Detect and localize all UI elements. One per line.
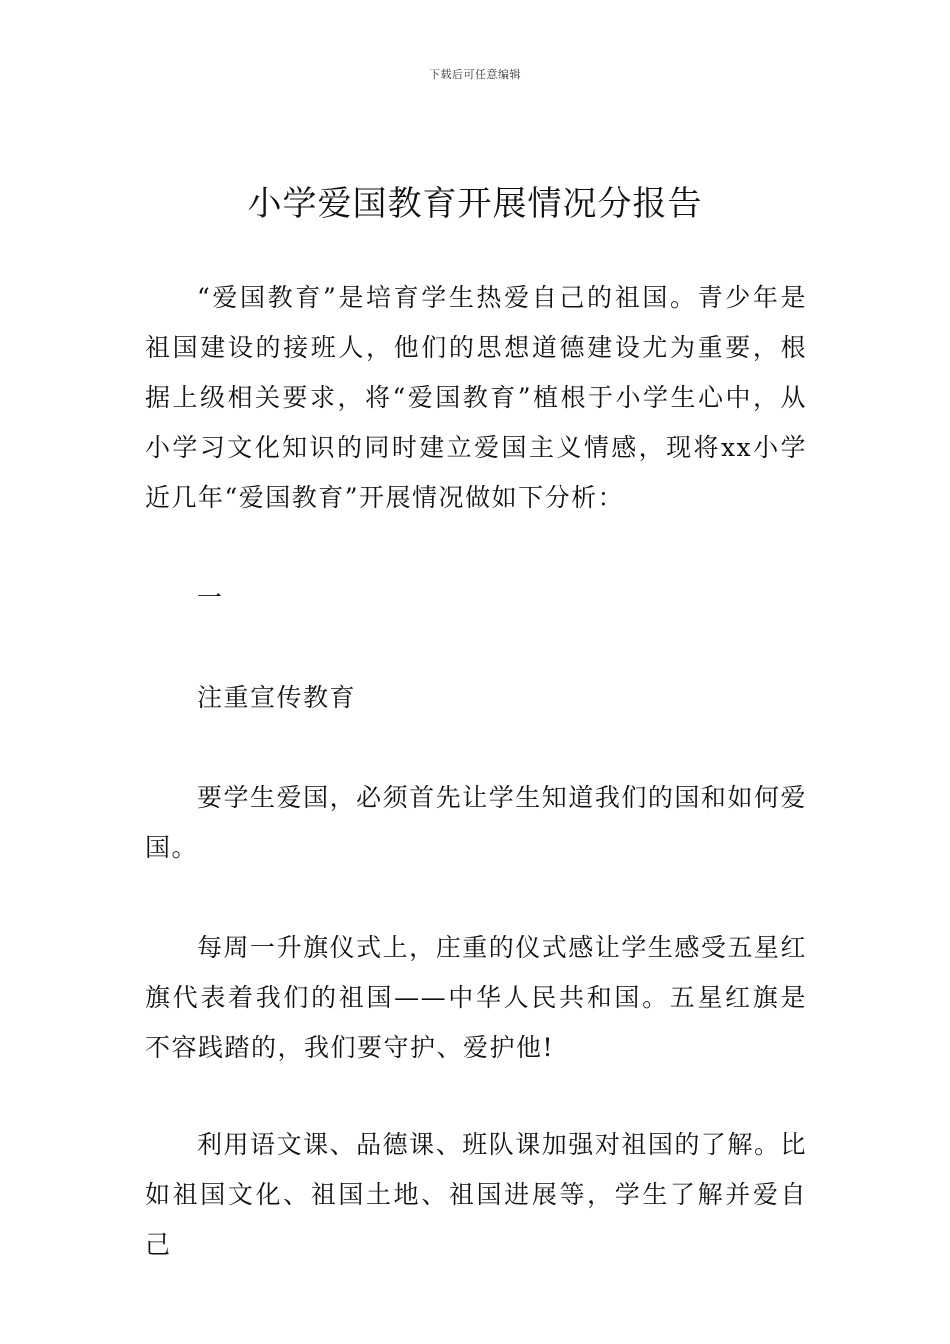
paragraph-why: 要学生爱国，必须首先让学生知道我们的国和如何爱国。 [145,783,807,862]
paragraph-courses: 利用语文课、品德课、班队课加强对祖国的了解。比如祖国文化、祖国土地、祖国进展等，学生了解并爱自己 [145,1130,807,1259]
header-note: 下载后可任意编辑 [429,68,521,81]
document-title: 小学爱国教育开展情况分报告 [247,184,703,224]
paragraph-flag-ceremony: 每周一升旗仪式上，庄重的仪式感让学生感受五星红旗代表着我们的祖国——中华人民共和国。五星红旗是不容践踏的，我们要守护、爱护他! [145,933,807,1062]
section-heading: 注重宣传教育 [197,683,357,712]
paragraph-intro: “爱国教育”是培育学生热爱自己的祖国。青少年是祖国建设的接班人，他们的思想道德建设尤为重要，根据上级相关要求，将“爱国教育”植根于小学生心中，从小学习文化知识的同时建立爱国主义情感，现将xx小学近几年“爱国教育”开展情况做如下分析： [145,283,807,512]
section-number: 一 [197,583,224,612]
